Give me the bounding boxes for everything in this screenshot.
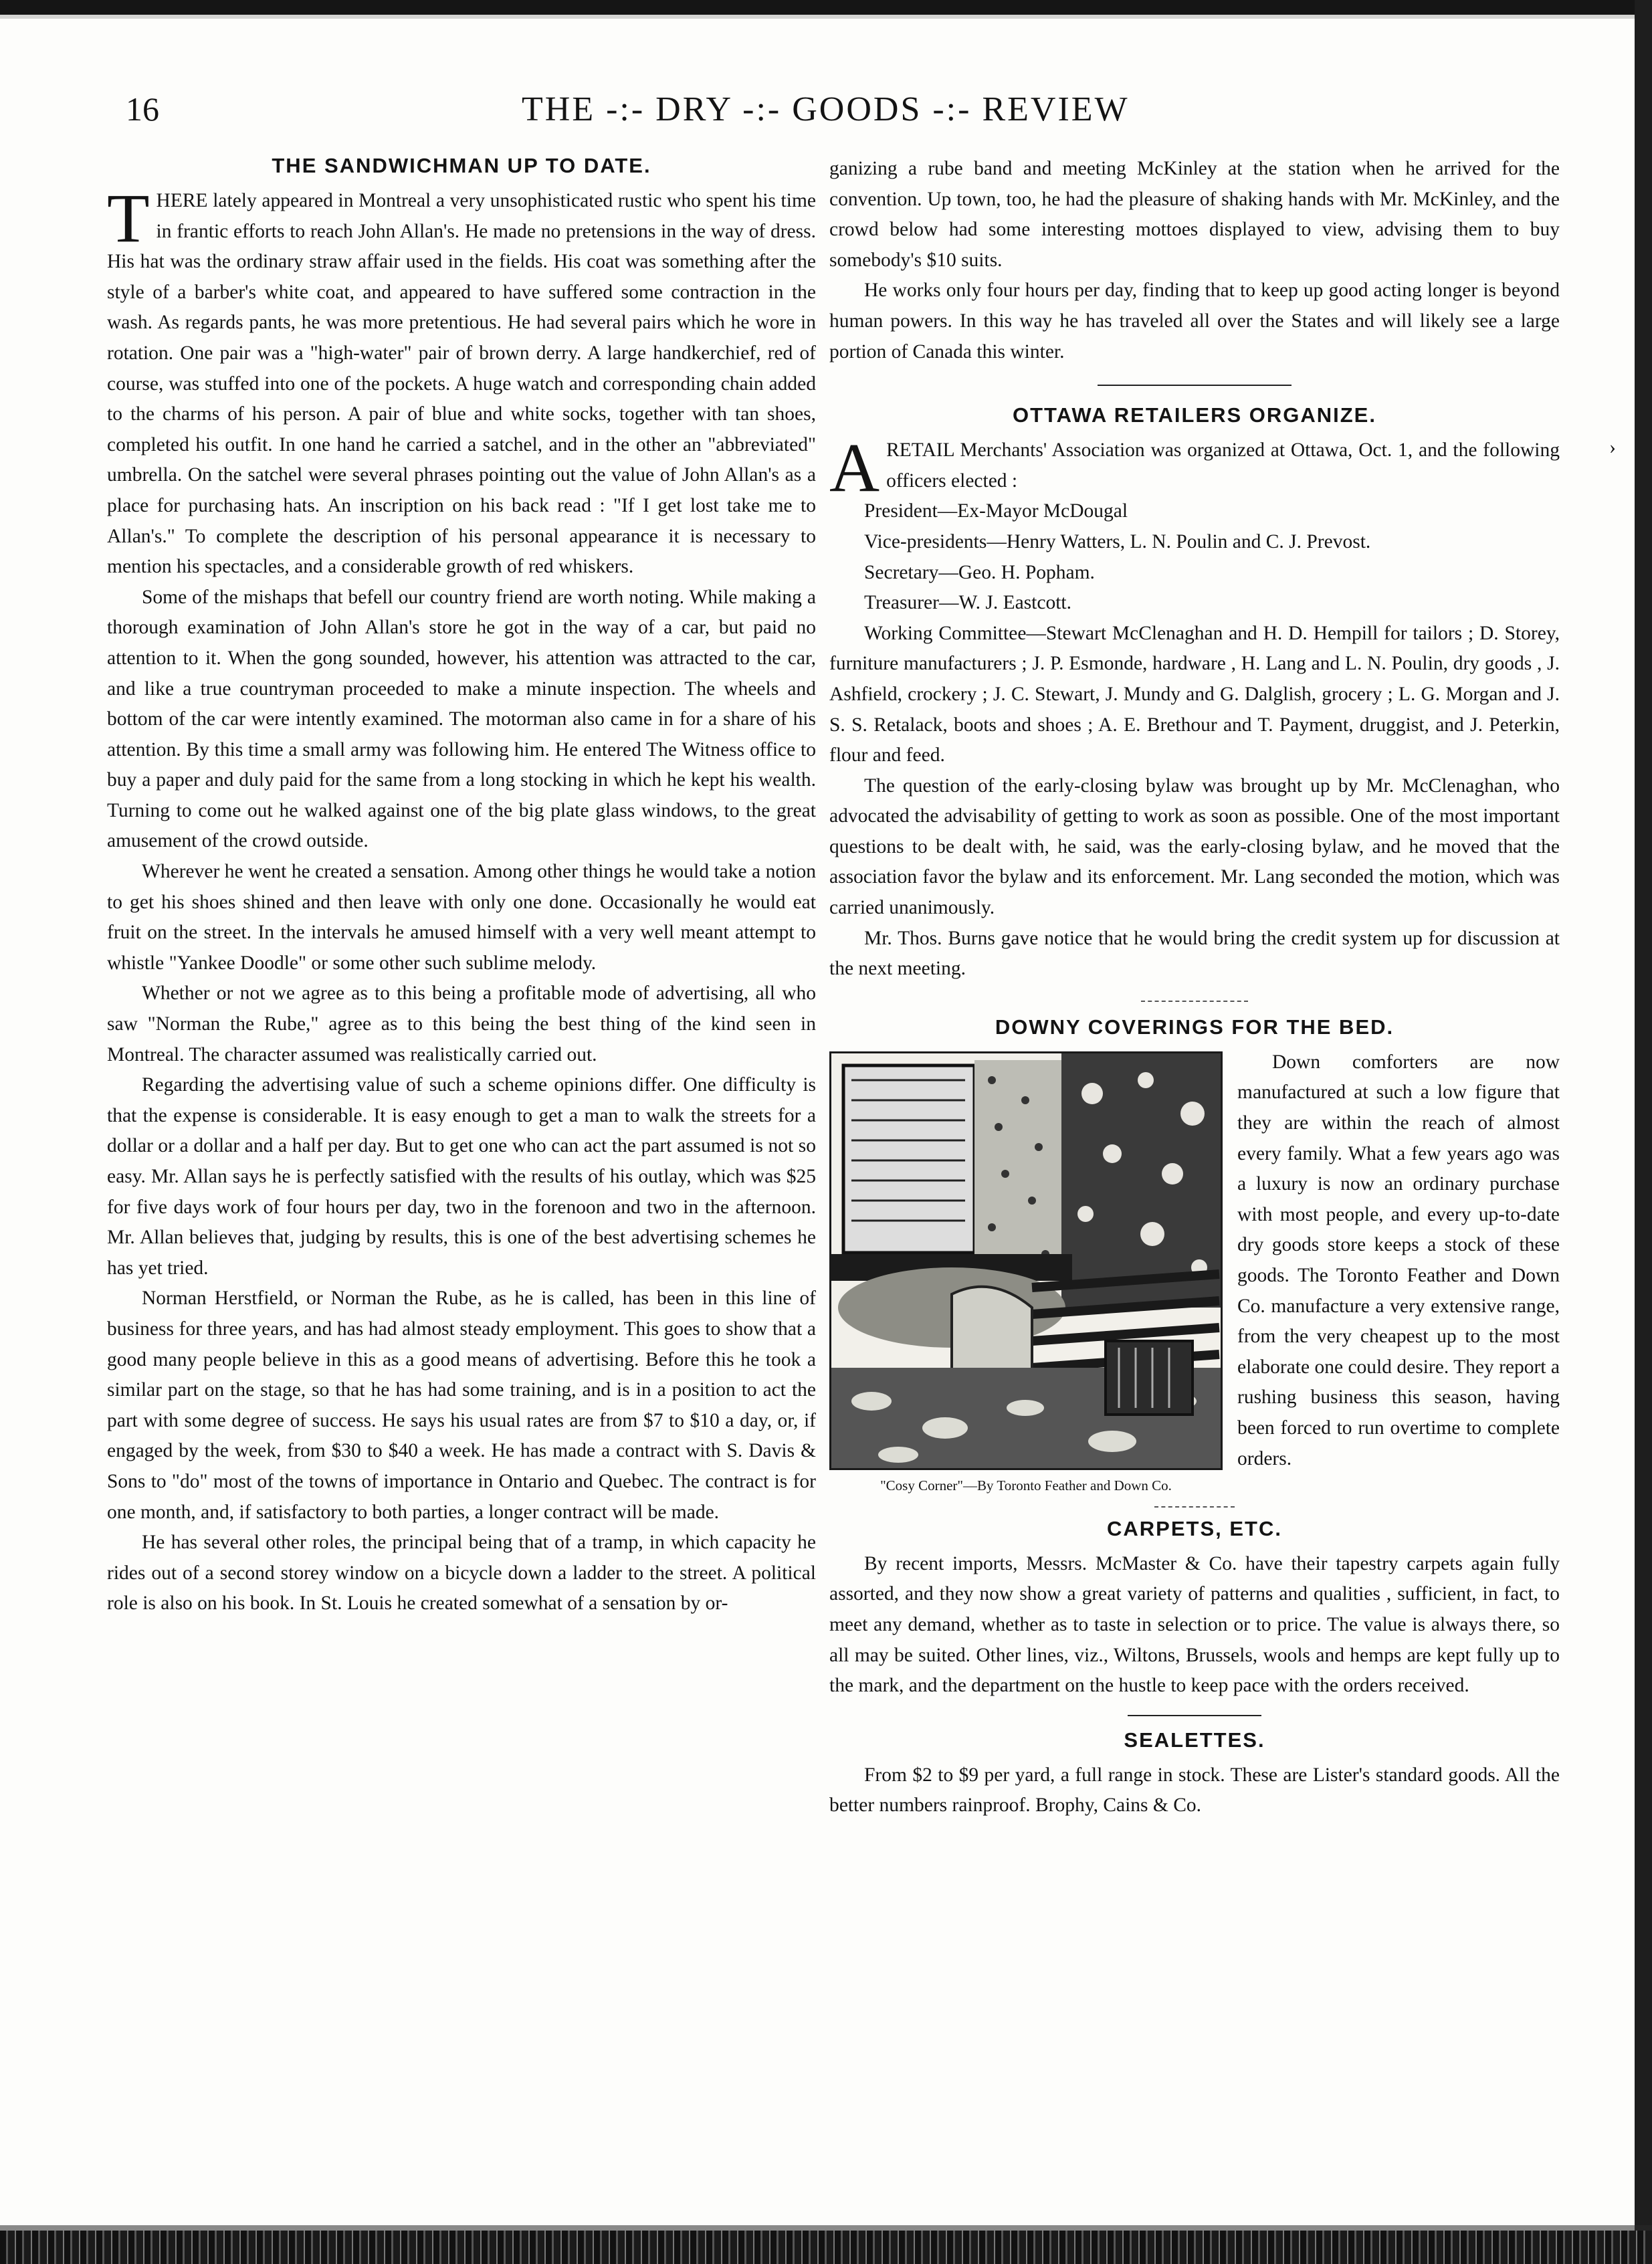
section-rule [1128,1715,1261,1716]
paragraph: ganizing a rube band and meeting McKinley at the station when he arrived for the convention. Up town, too, he had the pleasure of shaking hands with Mr. McKinley, and the crowd below had some interesting mottoes displayed to view, advising them to buy somebody's $10 suits. [829,158,1560,271]
heading-sealettes: SEALETTES. [1124,1728,1265,1752]
drop-cap: T [107,180,150,257]
officer-president: President—Ex-Mayor McDougal [864,500,1128,522]
paragraph: Some of the mishaps that befell our country friend are worth noting. While making a thorough examination of John Allan's store he got in the way of a car, but paid no attention to it. When the gong sounded, however, his attention was attracted to the car, and like a true countryman proceeded to make a minute inspection. The wheels and bottom of the car were intently examined. The motorman also came in for a share of his attention. By this time a small army was following him. He entered The Witness office to buy a paper and duly paid for the same from a long stocking in which he kept his wealth. Turning to come out he walked against one of the big plate glass windows, to the great amusement of the crowd outside. [107,586,816,852]
officer-treasurer: Treasurer—W. J. Eastcott. [864,592,1071,614]
sealettes-text: From $2 to $9 per yard, a full range in stock. These are Lister's standard goods. All the better numbers rainproof. Brophy, Cains & Co. [829,1764,1560,1817]
illustration-block [829,1051,1223,1494]
section-rule [1098,385,1292,386]
paragraph: The question of the early-closing bylaw was brought up by Mr. McClenaghan, who advocated the advisability of getting to work as soon as possible. One of the most important questions to be dealt with, he said, was the early-closing bylaw, and he moved that the association favor the bylaw and its enforcement. Mr. Lang seconded the motion, which was carried unanimously. [829,775,1560,919]
officer-secretary: Secretary—Geo. H. Popham. [864,561,1095,583]
cosy-corner-illustration [829,1051,1223,1470]
left-column [107,154,816,1619]
illustration-caption: "Cosy Corner"—By Toronto Feather and Down Co. [880,1477,1172,1494]
page-number: 16 [126,90,159,128]
paragraph: THERE lately appeared in Montreal a very unsophisticated rustic who spent his time in frantic efforts to reach John Allan's. He made no pretensions in the way of dress. His hat was the ordinary straw affair used in the fields. His coat was something after the style of a barber's white coat, and appeared to have suffered some contraction in the wash. As regards pants, he was more pretentious. He had several pairs which he wore in rotation. One pair was a "high-water" pair of brown derry. A large handkerchief, red of course, was stuffed into one of the pockets. A huge watch and corresponding chain added to the charms of his person. A pair of blue and white socks, together with tan shoes, completed his outfit. In one hand he carried a satchel, and in the other an "abbreviated" umbrella. On the satchel were several phrases pointing out the value of John Allan's as a place for purchasing hats. An inscription on his back read : "If I get lost take me to Allan's." To complete the description of his personal appearance it is necessary to mention his spectacles, and a considerable growth of red whiskers. [107,180,816,578]
paragraph: Whether or not we agree as to this being a profitable mode of advertising, all who saw "Norman the Rube," agree as to this being the best thing of the kind seen in Montreal. The character assumed was realistically carried out. [107,983,816,1065]
working-committee: Working Committee—Stewart McClenaghan and H. D. Hempill for tailors ; D. Storey, furniture manufacturers ; J. P. Esmonde, hardware , H. Lang and L. N. Poulin, dry goods , J. Ashfield, crockery ; J. C. Stewart, J. Mundy and G. Dalglish, grocery ; L. G. Morgan and J. S. S. Retalack, boots and shoes ; A. E. Brethour and T. Payment, druggist, and J. Peterkin, flour and feed. [829,622,1560,766]
paragraph: He has several other roles, the principal being that of a tramp, in which capacity he rides out of a second storey window on a bicycle down a ladder to the street. A political role is also on his book. In St. Louis he created somewhat of a sensation by or- [107,1532,816,1615]
carpets-text: By recent imports, Messrs. McMaster & Co. have their tapestry carpets again fully assorted, and they now show a great variety of patterns and qualities , sufficient, in fact, to meet any demand, whether as to taste in selection or to price. The value is always there, so all may be suited. Other lines, viz., Wiltons, Brussels, wools and hemps are kept fully up to the mark, and the department on the hustle to keep pace with the orders received. [829,1552,1560,1697]
paragraph: Norman Herstfield, or Norman the Rube, as he is called, has been in this line of business for three years, and has had almost steady employment. This goes to show that a good many people believe in this as a good means of advertising. Before this he took a similar part on the stage, so that he has had some training, and is in a position to act the part with some degree of success. He says his usual rates are from $7 to $10 a day, or, if engaged by the week, from $30 to $40 a week. He has made a contract with S. Davis & Sons to "do" most of the towns of importance in Ontario and Quebec. The contract is for one month, and, if satisfactory to both parties, a longer contract will be made. [107,1288,816,1523]
paragraph: Mr. Thos. Burns gave notice that he would bring the credit system up for discussion at the next meeting. [829,927,1560,980]
scan-bottom-edge [0,2231,1652,2264]
section-rule [1141,1001,1248,1002]
paragraph: Regarding the advertising value of such a scheme opinions differ. One difficulty is that the expense is considerable. It is easy enough to get a man to walk the streets for a dollar or a dollar and a half per day. But to get one who can act the part assumed is not so easy. Mr. Allan says he is perfectly satisfied with the results of his outlay, which was $25 for five days work of four hours per day, two in the forenoon and two in the afternoon. Mr. Allan believes that, judging by results, this is one of the best advertising schemes he has yet tried. [107,1074,816,1279]
section-rule [1154,1506,1235,1508]
paragraph: ARETAIL Merchants' Association was organized at Ottawa, Oct. 1, and the following officers elected : [829,429,1560,507]
heading-ottawa: OTTAWA RETAILERS ORGANIZE. [1013,403,1376,427]
stray-mark: › [1609,436,1616,458]
heading-downy: DOWNY COVERINGS FOR THE BED. [995,1015,1395,1039]
heading-carpets: CARPETS, ETC. [1107,1516,1282,1540]
officer-vice: Vice-presidents—Henry Watters, L. N. Poulin and C. J. Prevost. [864,530,1371,552]
paragraph: He works only four hours per day, finding that to keep up good acting longer is beyond human powers. In this way he has traveled all over the States and will likely see a large portion of Canada this winter. [829,280,1560,363]
scan-right-edge [1635,0,1652,2264]
heading-sandwichman: THE SANDWICHMAN UP TO DATE. [272,154,651,177]
right-column [829,154,1560,1821]
masthead-title: THE -:- DRY -:- GOODS -:- REVIEW [522,90,1130,128]
drop-cap: A [829,429,880,507]
downy-text: Down comforters are now manufactured at such a low figure that they are within the reach of almost every family. What a few years ago was a luxury is now an ordinary purchase with most people, and every up-to-date dry goods store keeps a stock of these goods. The Toronto Feather and Down Co. manufacture a very extensive range, from the very cheapest up to the most elaborate one could desire. They report a rushing business this season, having been forced to run overtime to complete orders. [1237,1051,1560,1469]
scan-top-edge [0,0,1652,15]
paragraph: Wherever he went he created a sensation. Among other things he would take a notion to get his shoes shined and then leave with only one done. Occasionally he would eat fruit on the street. In the intervals he amused himself with a very well meant attempt to whistle "Yankee Doodle" or some other such sublime melody. [107,861,816,974]
bedroom-engraving [831,1053,1221,1468]
